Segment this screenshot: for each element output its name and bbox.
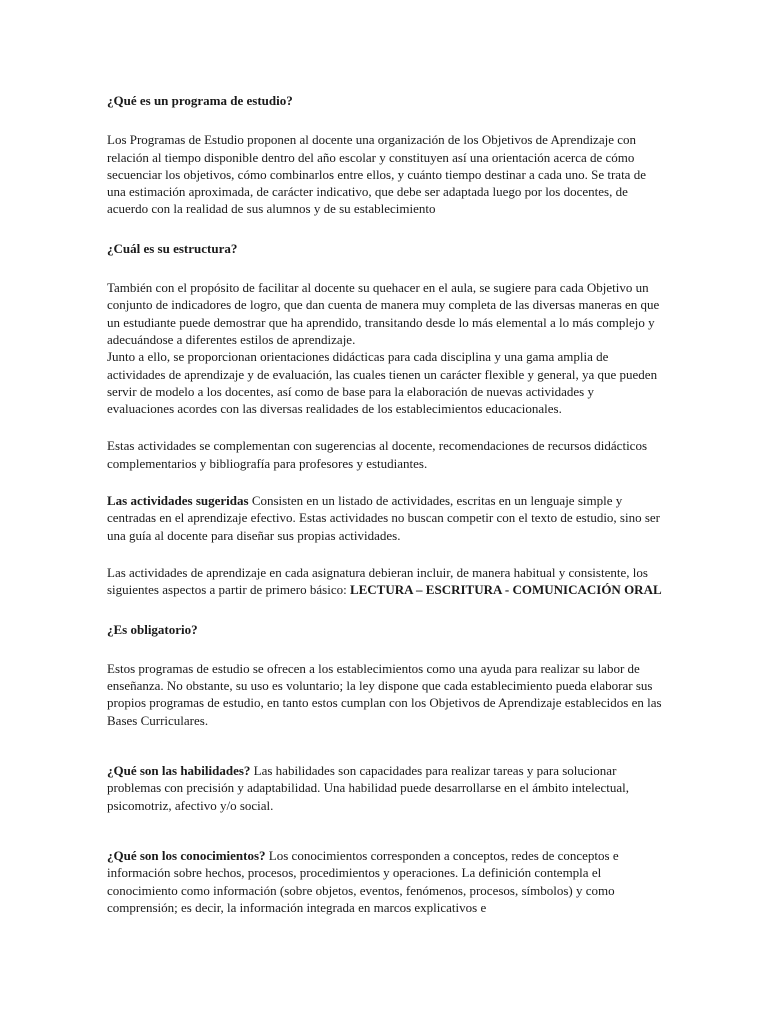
habilidades-text: Las habilidades son capacidades para realizar tareas y para solucionar problemas con precisión y adaptabilidad. Una habilidad puede desarrollarse en el ámbito intelectual, psicomotriz, afectivo y/o social. bbox=[107, 763, 629, 813]
paragraph-sugerencias-docente: Estas actividades se complementan con sugerencias al docente, recomendaciones de recursos didácticos complementarios y bibliografía para profesores y estudiantes. bbox=[107, 438, 648, 471]
paragraph-actividades-sugeridas bbox=[107, 492, 662, 544]
paragraph-habilidades bbox=[107, 762, 662, 814]
paragraph-programa-definicion: Los Programas de Estudio proponen al docente una organización de los Objetivos de Aprendizaje con relación al tiempo disponible dentro del año escolar y constituyen así una orientación acerca de cómo secuenciar los objetivos, cómo combinarlos entre ellos, y cuánto tiempo destinar a cada uno. Se trata de una estimación aproximada, de carácter indicativo, que debe ser adaptada luego por los docentes, de acuerdo con la realidad de sus alumnos y de su establecimiento bbox=[107, 132, 646, 217]
aspectos-text: Las actividades de aprendizaje en cada asignatura debieran incluir, de manera habitual y consistente, los siguientes aspectos a partir de primero básico: bbox=[107, 564, 648, 598]
heading-que-es-programa: ¿Qué es un programa de estudio? bbox=[107, 93, 293, 108]
actividades-sugeridas-label: Las actividades sugeridas bbox=[107, 493, 249, 509]
paragraph-orientaciones-didacticas: Junto a ello, se proporcionan orientaciones didácticas para cada disciplina y una gama amplia de actividades de aprendizaje y de evaluación, las cuales tienen un carácter flexible y general, ya que pueden servir de modelo a los docentes, así como de base para la elaboración de nuevas actividades y evaluaciones acordes con las diversas realidades de los establecimientos educacionales. bbox=[107, 349, 658, 417]
paragraph-aspectos-asignatura bbox=[107, 564, 662, 599]
paragraph-conocimientos bbox=[107, 847, 662, 916]
habilidades-label: ¿Qué son las habilidades? bbox=[107, 763, 251, 779]
document-page bbox=[107, 92, 662, 916]
paragraph-obligatorio: Estos programas de estudio se ofrecen a los establecimientos como una ayuda para realizar su labor de enseñanza. No obstante, su uso es voluntario; la ley dispone que cada establecimiento pueda elaborar sus propios programas de estudio, en tanto estos cumplan con los Objetivos de Aprendizaje establecidos en las Bases Curriculares. bbox=[107, 660, 662, 728]
conocimientos-text: Los conocimientos corresponden a conceptos, redes de conceptos e información sobre hechos, procesos, procedimientos y operaciones. La definición contempla el conocimiento como información (sobre objetos, eventos, fenómenos, procesos, símbolos) y como comprensión; es decir, la información integrada en marcos explicativos e bbox=[107, 847, 619, 915]
actividades-sugeridas-text: Consisten en un listado de actividades, escritas en un lenguaje simple y centradas en el aprendizaje efectivo. Estas actividades no buscan competir con el texto de estudio, sino ser una guía al docente para diseñar sus propias actividades. bbox=[107, 493, 661, 543]
heading-obligatorio: ¿Es obligatorio? bbox=[107, 621, 198, 637]
paragraph-indicadores-logro: También con el propósito de facilitar al docente su quehacer en el aula, se sugiere para cada Objetivo un conjunto de indicadores de logro, que dan cuenta de manera muy completa de las diversas maneras en que un estudiante puede demostrar que ha aprendido, transitando desde lo más elemental a lo más complejo y adecuándose a diferentes estilos de aprendizaje. bbox=[107, 280, 660, 347]
heading-estructura: ¿Cuál es su estructura? bbox=[107, 240, 238, 256]
aspectos-bold: LECTURA – ESCRITURA - COMUNICACIÓN ORAL bbox=[349, 582, 662, 598]
conocimientos-label: ¿Qué son los conocimientos? bbox=[107, 847, 266, 863]
